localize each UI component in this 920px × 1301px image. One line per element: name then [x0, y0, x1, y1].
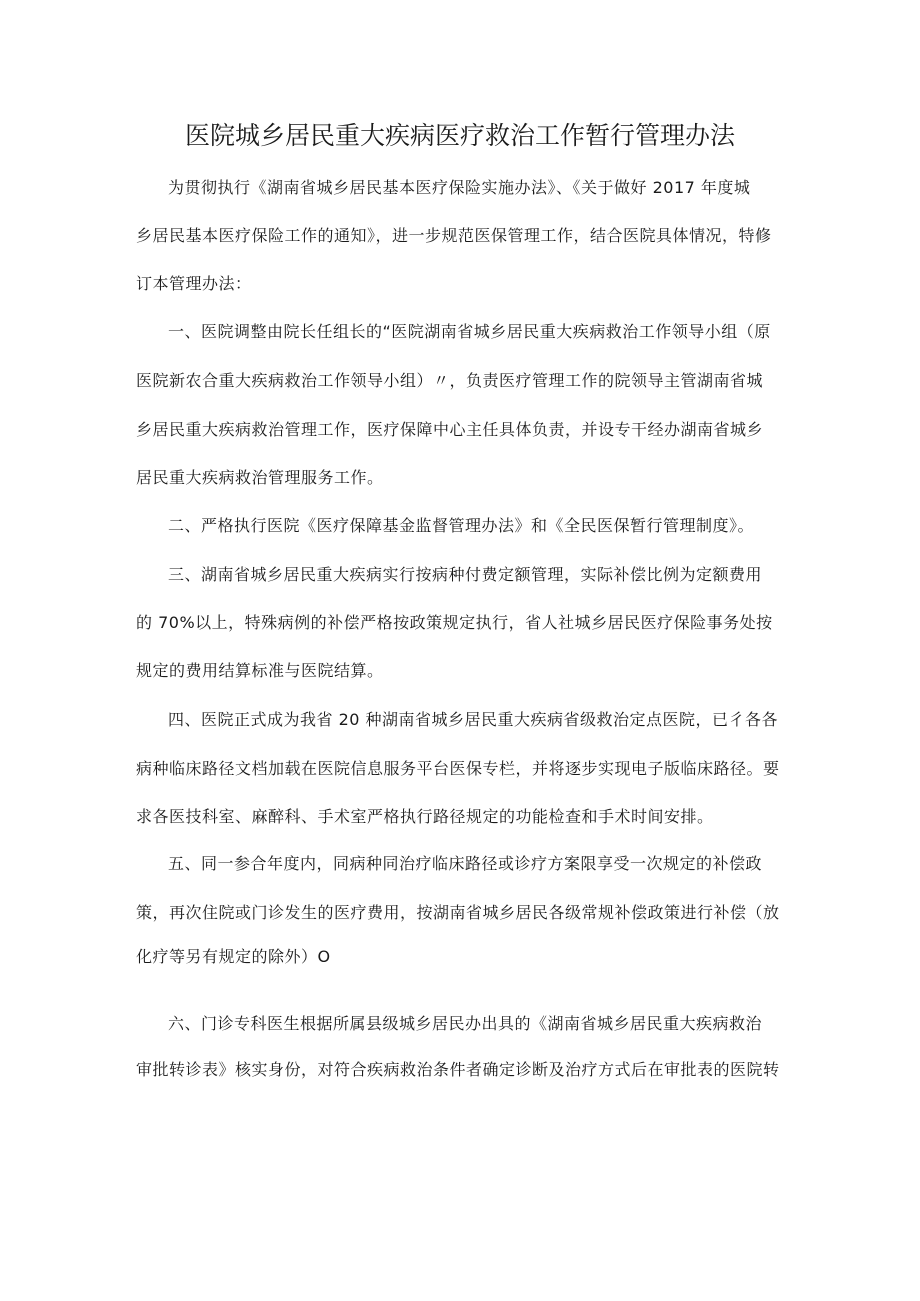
paragraph-preamble-line-3: 订本管理办法： [136, 274, 252, 293]
paragraph-item-5-line-1: 五、同一参合年度内，同病种同治疗临床路径或诊疗方案限享受一次规定的补偿政 [168, 854, 763, 873]
paragraph-item-5-line-3: 化疗等另有规定的除外）O [136, 947, 331, 966]
paragraph-item-4-line-3: 求各医技科室、麻醉科、手术室严格执行路径规定的功能检查和手术时间安排。 [136, 807, 714, 826]
paragraph-item-4-line-1: 四、医院正式成为我省 20 种湖南省城乡居民重大疾病省级救治定点医院，已彳各各 [168, 710, 779, 729]
paragraph-item-1-line-2: 医院新农合重大疾病救治工作领导小组）〃，负责医疗管理工作的院领导主管湖南省城 [136, 371, 764, 390]
page-title: 医院城乡居民重大疾病医疗救治工作暂行管理办法 [184, 121, 735, 150]
paragraph-item-6-line-1: 六、门诊专科医生根据所属县级城乡居民办出具的《湖南省城乡居民重大疾病救治 [168, 1014, 763, 1033]
paragraph-item-5-line-2: 策，再次住院或门诊发生的医疗费用，按湖南省城乡居民各级常规补偿政策进行补偿（放 [136, 903, 780, 922]
paragraph-item-1-line-4: 居民重大疾病救治管理服务工作。 [136, 468, 384, 487]
paragraph-item-1-line-1: 一、医院调整由院长任组长的“医院湖南省城乡居民重大疾病救治工作领导小组（原 [168, 322, 771, 341]
paragraph-preamble-line-1: 为贯彻执行《湖南省城乡居民基本医疗保险实施办法》、《关于做好 2017 年度城 [168, 178, 751, 197]
paragraph-item-4-line-2: 病种临床路径文档加载在医院信息服务平台医保专栏，并将逐步实现电子版临床路径。要 [136, 759, 780, 778]
paragraph-item-2-line-1: 二、严格执行医院《医疗保障基金监督管理办法》和《全民医保暂行管理制度》。 [168, 516, 755, 535]
paragraph-item-3-line-2: 的 70%以上，特殊病例的补偿严格按政策规定执行，省人社城乡居民医疗保险事务处按 [136, 613, 773, 632]
paragraph-item-3-line-3: 规定的费用结算标准与医院结算。 [136, 661, 384, 680]
paragraph-preamble-line-2: 乡居民基本医疗保险工作的通知》，进一步规范医保管理工作，结合医院具体情况，特修 [136, 226, 772, 245]
paragraph-item-1-line-3: 乡居民重大疾病救治管理工作，医疗保障中心主任具体负责，并设专干经办湖南省城乡 [136, 420, 764, 439]
paragraph-item-6-line-2: 审批转诊表》核实身份，对符合疾病救治条件者确定诊断及治疗方式后在审批表的医院转 [136, 1060, 780, 1079]
paragraph-item-3-line-1: 三、湖南省城乡居民重大疾病实行按病种付费定额管理，实际补偿比例为定额费用 [168, 565, 763, 584]
